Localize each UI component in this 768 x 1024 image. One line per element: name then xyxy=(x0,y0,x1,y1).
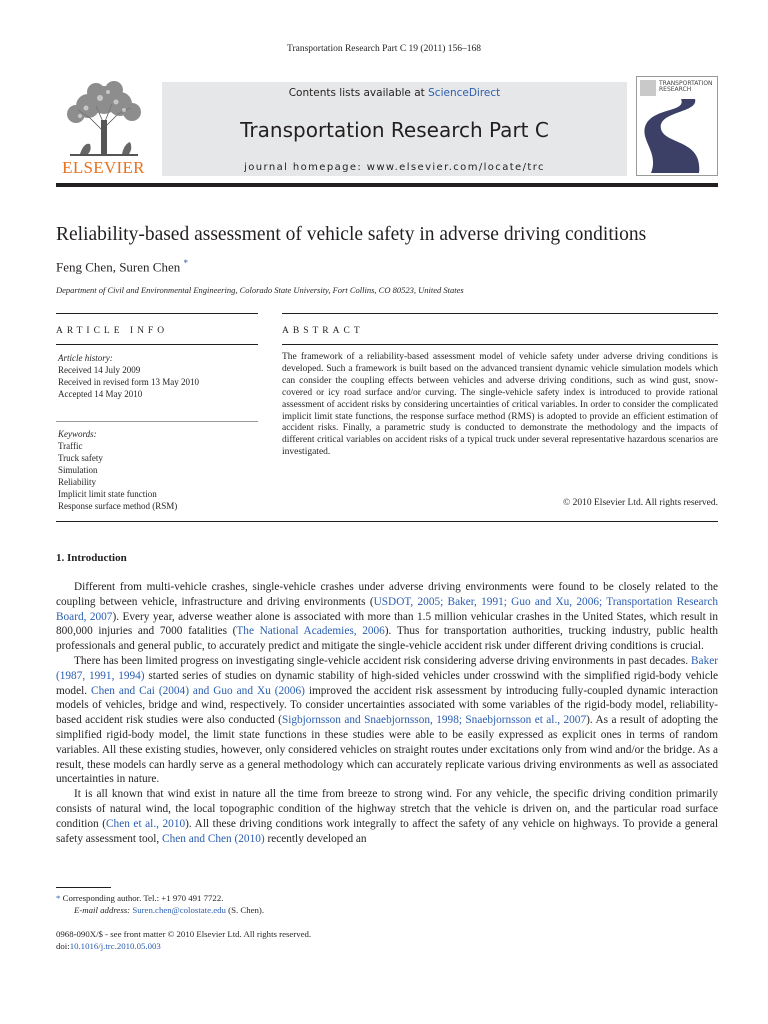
citation-link[interactable]: Baker (1987, 1991, 1994) xyxy=(56,654,718,682)
divider xyxy=(56,521,718,522)
keyword-item: Response surface method (RSM) xyxy=(58,501,178,511)
citation-link[interactable]: USDOT, 2005; Baker, 1991; Guo and Xu, 2006; Transportation Research Board, 2007 xyxy=(56,595,718,623)
divider xyxy=(56,421,258,422)
keyword-item: Simulation xyxy=(58,465,98,475)
divider xyxy=(56,344,258,345)
abstract-text: The framework of a reliability-based assessment model of vehicle safety under adverse driving conditions is developed. Such a framework is built based on the advanced transient dynamic vehicle simulation models which can consider the coupling effects between vehicles and adverse driving conditions, such as wind gust, snow-covered or icy road surface and/or curving. The single-vehicle safety index is introduced to provide rational assessment of accident risks by considering uncertainties of critical variables. In order to consider the complicated implicit limit state functions, the response surface method (RMS) is adopted to provide an efficient estimation of accident risks. Finally, a parametric study is conducted to demonstrate the methodology and the impacts of different critical variables on accident risks of a typical truck under several representative hazardous scenarios are investigated. xyxy=(282,352,718,458)
running-header: Transportation Research Part C 19 (2011) 156–168 xyxy=(286,44,482,54)
introduction-body xyxy=(56,580,718,846)
citation-link[interactable]: Chen et al., 2010 xyxy=(106,817,186,830)
divider xyxy=(56,313,258,314)
history-label: Article history: xyxy=(58,353,113,363)
email-suffix: (S. Chen). xyxy=(225,905,265,915)
body-text: improved the accident risk assessment by introducing fully-coupled dynamic interaction models of vehicles, bridge and wind, respectively. To consider uncertainties associated with some variables of the rigid-body model, reliability-based accident risk studies were also conducted ( xyxy=(56,684,719,727)
journal-title: Transportation Research Part C xyxy=(240,118,549,142)
divider xyxy=(282,344,718,345)
issn-line: 0968-090X/$ - see front matter © 2010 Elsevier Ltd. All rights reserved. xyxy=(56,929,312,939)
body-text: ). As a result of adopting the simplified rigid-body model, the limit state functions in these studies were able to be easily expressed as explicit ones in terms of random variables. All these existing studies, however, only considered vehicles on straight routes under excitations only from wind and/or the bridge. As a result, these models can hardly serve as a general methodology which can accurately replicate various driving environments as well as associated uncertainties in nature. xyxy=(56,714,719,786)
keyword-item: Truck safety xyxy=(58,453,103,463)
contents-prefix: Contents lists available at xyxy=(288,87,429,99)
author-line xyxy=(56,258,188,275)
paragraph xyxy=(56,787,718,846)
citation-link[interactable]: Sigbjornsson and Snaebjornsson, 1998; Snaebjornsson et al., 2007 xyxy=(281,714,587,727)
email-link[interactable]: Suren.chen@colostate.edu xyxy=(132,905,226,915)
cover-title xyxy=(659,81,713,93)
authors: Feng Chen, Suren Chen xyxy=(56,259,181,275)
history-revised: Received in revised form 13 May 2010 xyxy=(58,377,199,387)
keyword-item: Implicit limit state function xyxy=(58,489,157,499)
journal-banner xyxy=(162,82,627,176)
journal-homepage[interactable]: journal homepage: www.elsevier.com/locate/trc xyxy=(244,162,545,173)
history-received: Received 14 July 2009 xyxy=(58,365,141,375)
abstract-copyright: © 2010 Elsevier Ltd. All rights reserved. xyxy=(563,498,718,508)
corresponding-author-note: Corresponding author. Tel.: +1 970 491 7722. xyxy=(62,893,224,903)
article-history xyxy=(58,352,258,400)
body-text: There has been limited progress on investigating single-vehicle accident risk considering adverse driving environments in past decades. xyxy=(74,654,692,667)
affiliation: Department of Civil and Environmental Engineering, Colorado State University, Fort Collins, CO 80523, United States xyxy=(56,285,464,295)
body-text: started series of studies on dynamic stability of high-sided vehicles under crosswind with the simplified rigid-body vehicle model. xyxy=(56,669,718,697)
history-accepted: Accepted 14 May 2010 xyxy=(58,389,143,399)
corresponding-author-mark[interactable]: * xyxy=(183,258,188,268)
article-info-heading: ARTICLE INFO xyxy=(56,326,169,336)
sciencedirect-link[interactable]: ScienceDirect xyxy=(428,87,501,99)
doi-label: doi: xyxy=(56,941,70,951)
keywords xyxy=(58,428,258,512)
footnote-mark[interactable]: * xyxy=(56,893,61,903)
body-text: Different from multi-vehicle crashes, single-vehicle crashes under adverse driving environments were found to be closely related to the coupling between vehicle, infrastructure and driving environments ( xyxy=(56,581,718,608)
citation-link[interactable]: The National Academies, 2006 xyxy=(236,625,385,638)
body-text: It is all known that wind exist in nature all the time from breeze to strong wind. For any vehicle, the specific driving condition primarily consists of natural wind, the local topographic condition of the highway stretch that the vehicle is driven on, and the particular road surface condition ( xyxy=(56,788,718,830)
journal-cover-thumbnail[interactable] xyxy=(636,76,718,176)
doi-link[interactable]: 10.1016/j.trc.2010.05.003 xyxy=(69,941,161,951)
footnote-rule xyxy=(56,887,111,888)
citation-link[interactable]: Chen and Chen (2010) xyxy=(162,832,265,845)
journal-masthead xyxy=(56,76,718,182)
body-text: ). Thus for transportation authorities, trucking industry, public health professionals and general public, to accurately predict and mitigate the single-vehicle accident risk under different driving conditions is crucial. xyxy=(56,625,718,653)
paragraph xyxy=(56,654,718,787)
header-rule xyxy=(56,183,718,187)
elsevier-logo[interactable] xyxy=(56,80,151,180)
elsevier-wordmark: ELSEVIER xyxy=(62,158,145,177)
contents-line xyxy=(162,87,627,99)
keyword-item: Reliability xyxy=(58,477,96,487)
divider xyxy=(282,313,718,314)
paper-title: Reliability-based assessment of vehicle safety in adverse driving conditions xyxy=(56,224,647,245)
paragraph xyxy=(56,580,718,654)
abstract-heading: ABSTRACT xyxy=(282,326,364,336)
front-matter xyxy=(56,928,311,952)
section-heading-introduction: 1. Introduction xyxy=(56,552,127,564)
email-label: E-mail address: xyxy=(74,905,133,915)
cover-title-line-1: TRANSPORTATION xyxy=(659,80,713,87)
body-text: ). Every year, adverse weather alone is associated with more than 1.5 million vehicular crashes in the United States, which result in 800,000 injuries and 7000 fatalities ( xyxy=(56,610,718,638)
citation-link[interactable]: Chen and Cai (2004) and Guo and Xu (2006) xyxy=(91,684,305,697)
footnote xyxy=(56,892,264,916)
keyword-item: Traffic xyxy=(58,441,83,451)
elsevier-tree-icon xyxy=(60,80,148,158)
cover-title-line-2: RESEARCH xyxy=(659,86,692,93)
body-text: ). All these driving conditions work integrally to affect the safety of any vehicle on highways. To provide a general safety assessment tool, xyxy=(56,817,718,845)
keywords-label: Keywords: xyxy=(58,429,97,439)
body-text: recently developed an xyxy=(264,832,367,845)
